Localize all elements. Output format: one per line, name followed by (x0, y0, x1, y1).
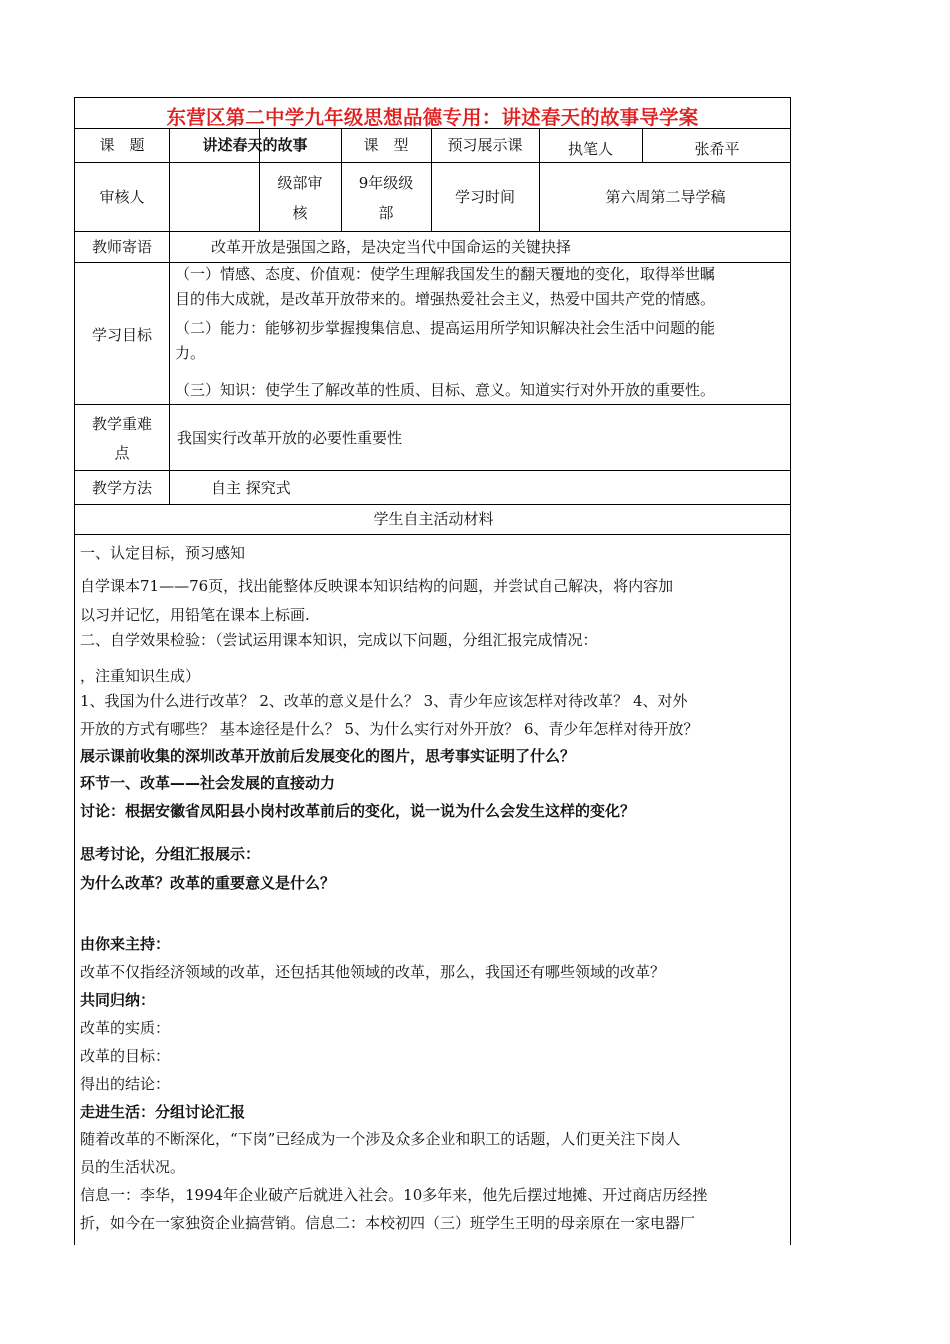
dept-value-2: 部 (378, 204, 394, 222)
writer-label: 执笔人 (567, 140, 613, 158)
material-line: 以习并记忆，用铅笔在课本上标画. (80, 606, 310, 624)
material-line: 自学课本71——76页，找出能整体反映课本知识结构的问题，并尝试自己解决，将内容加 (80, 577, 674, 595)
method-label: 教学方法 (91, 479, 152, 497)
study-time-label: 学习时间 (454, 188, 515, 206)
materials-heading: 学生自主活动材料 (373, 510, 494, 528)
material-line: 思考讨论，分组汇报展示： (80, 845, 261, 863)
topic-value: 讲述春天的故事 (202, 136, 308, 154)
material-line: 改革的实质： (80, 1019, 171, 1037)
material-line: 员的生活状况。 (80, 1158, 186, 1176)
material-line: 环节一、改革——社会发展的直接动力 (80, 774, 336, 792)
material-line: 改革的目标： (80, 1047, 171, 1065)
material-line: 开放的方式有哪些？ 基本途径是什么？ 5、为什么实行对外开放？ 6、青少年怎样对待开放？ (80, 720, 699, 738)
method-value: 自主 探究式 (211, 479, 291, 497)
material-line: 为什么改革？改革的重要意义是什么？ (80, 874, 336, 892)
material-line: 得出的结论： (80, 1075, 171, 1093)
row-divider (75, 162, 790, 163)
material-line: 由你来主持： (80, 935, 171, 953)
material-line: 改革不仅指经济领域的改革，还包括其他领域的改革，那么，我国还有哪些领域的改革？ (80, 963, 666, 981)
material-line: 随着改革的不断深化，“下岗”已经成为一个涉及众多企业和职工的话题，人们更关注下岗人 (80, 1130, 681, 1148)
reviewer-label: 审核人 (99, 188, 145, 206)
row-divider (75, 404, 790, 405)
goal-line: 目的伟大成就，是改革开放带来的。增强热爱社会主义，热爱中国共产党的情感。 (175, 290, 716, 308)
material-line: 信息一：李华，1994年企业破产后就进入社会。10多年来，他先后摆过地摊、开过商店历经挫 (80, 1186, 708, 1204)
material-line: 共同归纳： (80, 991, 156, 1009)
material-line: 二、自学效果检验：（尝试运用课本知识，完成以下问题，分组汇报完成情况： (80, 631, 598, 649)
column-divider (169, 128, 170, 504)
dept-review-label: 级部审 (277, 174, 323, 192)
goal-line: （二）能力：能够初步掌握搜集信息、提高运用所学知识解决社会生活中问题的能 (175, 319, 716, 337)
row-divider (75, 534, 790, 535)
goals-label: 学习目标 (91, 326, 152, 344)
key-points-label: 教学重难 (91, 415, 152, 433)
material-line: 1、我国为什么进行改革？ 2、改革的意义是什么？ 3、青少年应该怎样对待改革？ 4、对外 (80, 692, 688, 710)
material-line: ，注重知识生成） (80, 667, 201, 685)
row-divider (75, 128, 790, 129)
material-line: 走进生活：分组讨论汇报 (80, 1103, 246, 1121)
row-divider (75, 470, 790, 471)
study-time-value: 第六周第二导学稿 (605, 188, 726, 206)
material-line: 讨论：根据安徽省凤阳县小岗村改革前后的变化，说一说为什么会发生这样的变化？ (80, 802, 636, 820)
type-label: 课 型 (363, 136, 409, 154)
material-line: 展示课前收集的深圳改革开放前后发展变化的图片，思考事实证明了什么？ (80, 747, 576, 765)
writer-value: 张希平 (694, 140, 740, 158)
type-value: 预习展示课 (447, 136, 523, 154)
worksheet-table (74, 97, 791, 1245)
dept-value: 9年级级 (358, 174, 414, 192)
row-divider (75, 504, 790, 505)
goal-line: （三）知识：使学生了解改革的性质、目标、意义。知道实行对外开放的重要性。 (175, 381, 716, 399)
key-points-label-2: 点 (114, 444, 130, 462)
page-title: 东营区第二中学九年级思想品德专用：讲述春天的故事导学案 (166, 106, 699, 129)
goal-line: 力。 (175, 344, 206, 362)
key-points-value: 我国实行改革开放的必要性重要性 (177, 429, 403, 447)
teacher-message-label: 教师寄语 (91, 238, 152, 256)
topic-label: 课 题 (99, 136, 145, 154)
material-line: 一、认定目标，预习感知 (80, 544, 246, 562)
goal-line: （一）情感、态度、价值观：使学生理解我国发生的翻天覆地的变化，取得举世瞩 (175, 265, 716, 283)
material-line: 折，如今在一家独资企业搞营销。信息二：本校初四（三）班学生王明的母亲原在一家电器厂 (80, 1214, 696, 1232)
row-divider (75, 262, 790, 263)
row-divider (75, 231, 790, 232)
teacher-message-value: 改革开放是强国之路，是决定当代中国命运的关键抉择 (211, 238, 572, 256)
dept-review-label-2: 核 (292, 204, 308, 222)
